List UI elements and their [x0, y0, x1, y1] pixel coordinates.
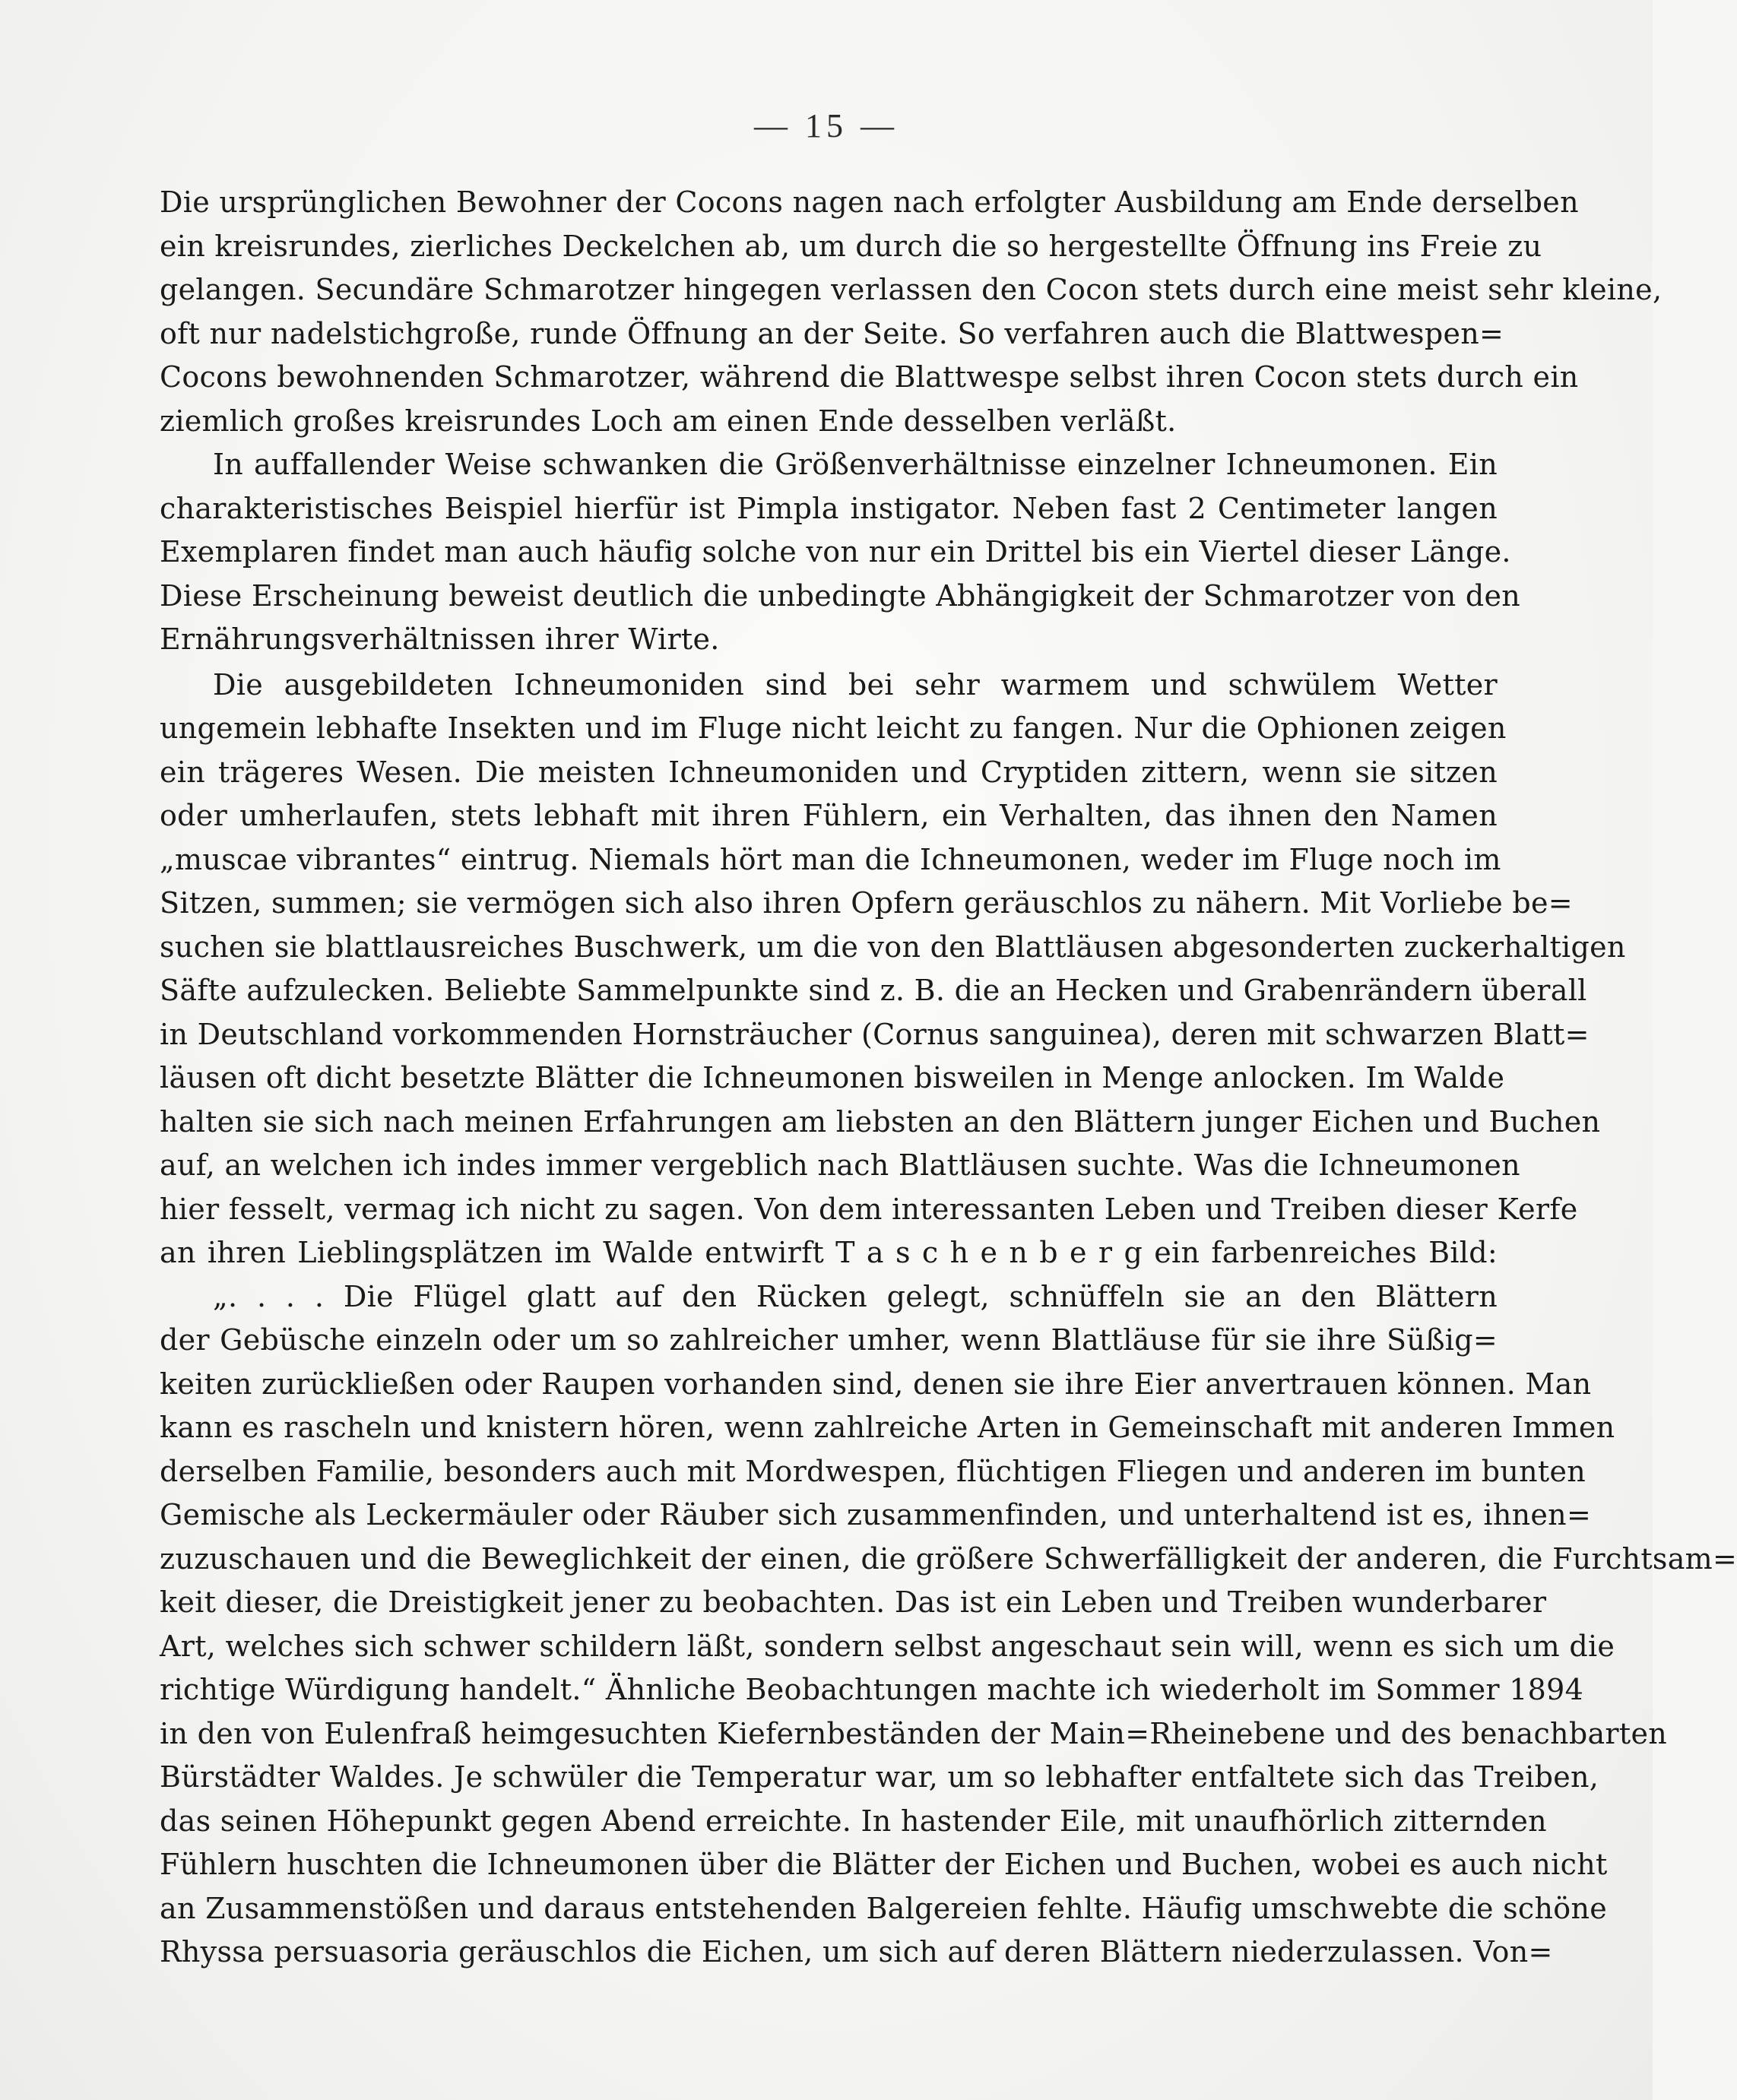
text-line: Die ausgebildeten Ichneumoniden sind bei sehr warmem und schwülem Wetter: [213, 667, 1498, 702]
text-line: ungemein lebhafte Insekten und im Fluge nicht leicht zu fangen. Nur die Ophionen zeigen: [160, 711, 1507, 745]
page-number: — 15 —: [754, 107, 899, 144]
text-line: Säfte aufzulecken. Beliebte Sammelpunkte sind z. B. die an Hecken und Grabenrändern überall: [160, 974, 1587, 1007]
text-line: an Zusammenstößen und daraus entstehenden Balgereien fehlte. Häufig umschwebte die schöne: [160, 1891, 1608, 1925]
text-line: in den von Eulenfraß heimgesuchten Kiefernbeständen der Main=Rheinebene und des benachbarten: [160, 1716, 1668, 1750]
text-line: auf, an welchen ich indes immer vergeblich nach Blattläusen suchte. Was die Ichneumonen: [160, 1148, 1520, 1182]
text-line: zuzuschauen und die Beweglichkeit der einen, die größere Schwerfälligkeit der anderen, die Furchtsam=: [160, 1541, 1737, 1576]
text-line: keiten zurückließen oder Raupen vorhanden sind, denen sie ihre Eier anvertrauen können. Man: [160, 1367, 1592, 1401]
text-line: „muscae vibrantes“ eintrug. Niemals hört man die Ichneumonen, weder im Fluge noch im: [160, 842, 1501, 876]
text-line: der Gebüsche einzeln oder um so zahlreicher umher, wenn Blattläuse für sie ihre Süßig=: [160, 1323, 1498, 1357]
text-line: an ihren Lieblingsplätzen im Walde entwirft T a s c h e n b e r g ein farbenreiches Bild:: [160, 1236, 1498, 1269]
text-line: derselben Familie, besonders auch mit Mordwespen, flüchtigen Fliegen und anderen im bunten: [160, 1454, 1586, 1488]
text-line: keit dieser, die Dreistigkeit jener zu beobachten. Das ist ein Leben und Treiben wunderbarer: [160, 1585, 1547, 1619]
text-line: in Deutschland vorkommenden Hornsträucher (Cornus sanguinea), deren mit schwarzen Blatt=: [160, 1017, 1590, 1051]
text-line: Exemplaren findet man auch häufig solche von nur ein Drittel bis ein Viertel dieser Länge.: [160, 535, 1511, 569]
body-text: [160, 181, 1737, 1975]
text-line: In auffallender Weise schwanken die Größenverhältnisse einzelner Ichneumonen. Ein: [213, 448, 1498, 481]
text-line: läusen oft dicht besetzte Blätter die Ichneumonen bisweilen in Menge anlocken. Im Walde: [160, 1061, 1505, 1094]
text-line: Fühlern huschten die Ichneumonen über die Blätter der Eichen und Buchen, wobei es auch nicht: [160, 1848, 1608, 1881]
text-line: das seinen Höhepunkt gegen Abend erreichte. In hastender Eile, mit unaufhörlich zitternden: [160, 1804, 1547, 1838]
text-line: oder umherlaufen, stets lebhaft mit ihren Fühlern, ein Verhalten, das ihnen den Namen: [160, 799, 1498, 832]
text-line: ziemlich großes kreisrundes Loch am einen Ende desselben verläßt.: [160, 404, 1177, 438]
text-line: Rhyssa persuasoria geräuschlos die Eichen, um sich auf deren Blättern niederzulassen. Von=: [160, 1935, 1553, 1969]
text-line: „. . . . Die Flügel glatt auf den Rücken gelegt, schnüffeln sie an den Blättern: [213, 1279, 1498, 1313]
text-line: Diese Erscheinung beweist deutlich die unbedingte Abhängigkeit der Schmarotzer von den: [160, 578, 1521, 613]
text-line: kann es rascheln und knistern hören, wenn zahlreiche Arten in Gemeinschaft mit anderen Immen: [160, 1411, 1615, 1444]
text-line: Art, welches sich schwer schildern läßt, sondern selbst angeschaut sein will, wenn es sich um die: [160, 1629, 1615, 1663]
text-line: ein trägeres Wesen. Die meisten Ichneumoniden und Cryptiden zittern, wenn sie sitzen: [160, 755, 1498, 789]
text-line: halten sie sich nach meinen Erfahrungen am liebsten an den Blättern junger Eichen und Buchen: [160, 1104, 1601, 1139]
text-line: Sitzen, summen; sie vermögen sich also ihren Opfern geräuschlos zu nähern. Mit Vorliebe be=: [160, 886, 1573, 920]
text-line: Bürstädter Waldes. Je schwüler die Temperatur war, um so lebhafter entfaltete sich das Treiben,: [160, 1760, 1599, 1794]
text-line: oft nur nadelstichgroße, runde Öffnung an der Seite. So verfahren auch die Blattwespen=: [160, 316, 1504, 350]
text-line: hier fesselt, vermag ich nicht zu sagen. Von dem interessanten Leben und Treiben dieser Kerfe: [160, 1192, 1578, 1226]
text-line: Gemische als Leckermäuler oder Räuber sich zusammenfinden, und unterhaltend ist es, ihnen=: [160, 1498, 1592, 1531]
text-line: suchen sie blattlausreiches Buschwerk, um die von den Blattläusen abgesonderten zuckerhaltigen: [160, 930, 1626, 964]
text-line: richtige Würdigung handelt.“ Ähnliche Beobachtungen machte ich wiederholt im Sommer 1894: [160, 1673, 1584, 1706]
text-line: ein kreisrundes, zierliches Deckelchen ab, um durch die so hergestellte Öffnung ins Freie zu: [160, 229, 1542, 263]
text-line: Cocons bewohnenden Schmarotzer, während die Blattwespe selbst ihren Cocon stets durch ein: [160, 360, 1579, 394]
text-line: Die ursprünglichen Bewohner der Cocons nagen nach erfolgter Ausbildung am Ende derselben: [160, 185, 1579, 219]
text-line: charakteristisches Beispiel hierfür ist Pimpla instigator. Neben fast 2 Centimeter langen: [160, 491, 1498, 525]
text-line: Ernährungsverhältnissen ihrer Wirte.: [160, 622, 720, 656]
text-line: gelangen. Secundäre Schmarotzer hingegen verlassen den Cocon stets durch eine meist sehr kleine,: [160, 273, 1663, 306]
